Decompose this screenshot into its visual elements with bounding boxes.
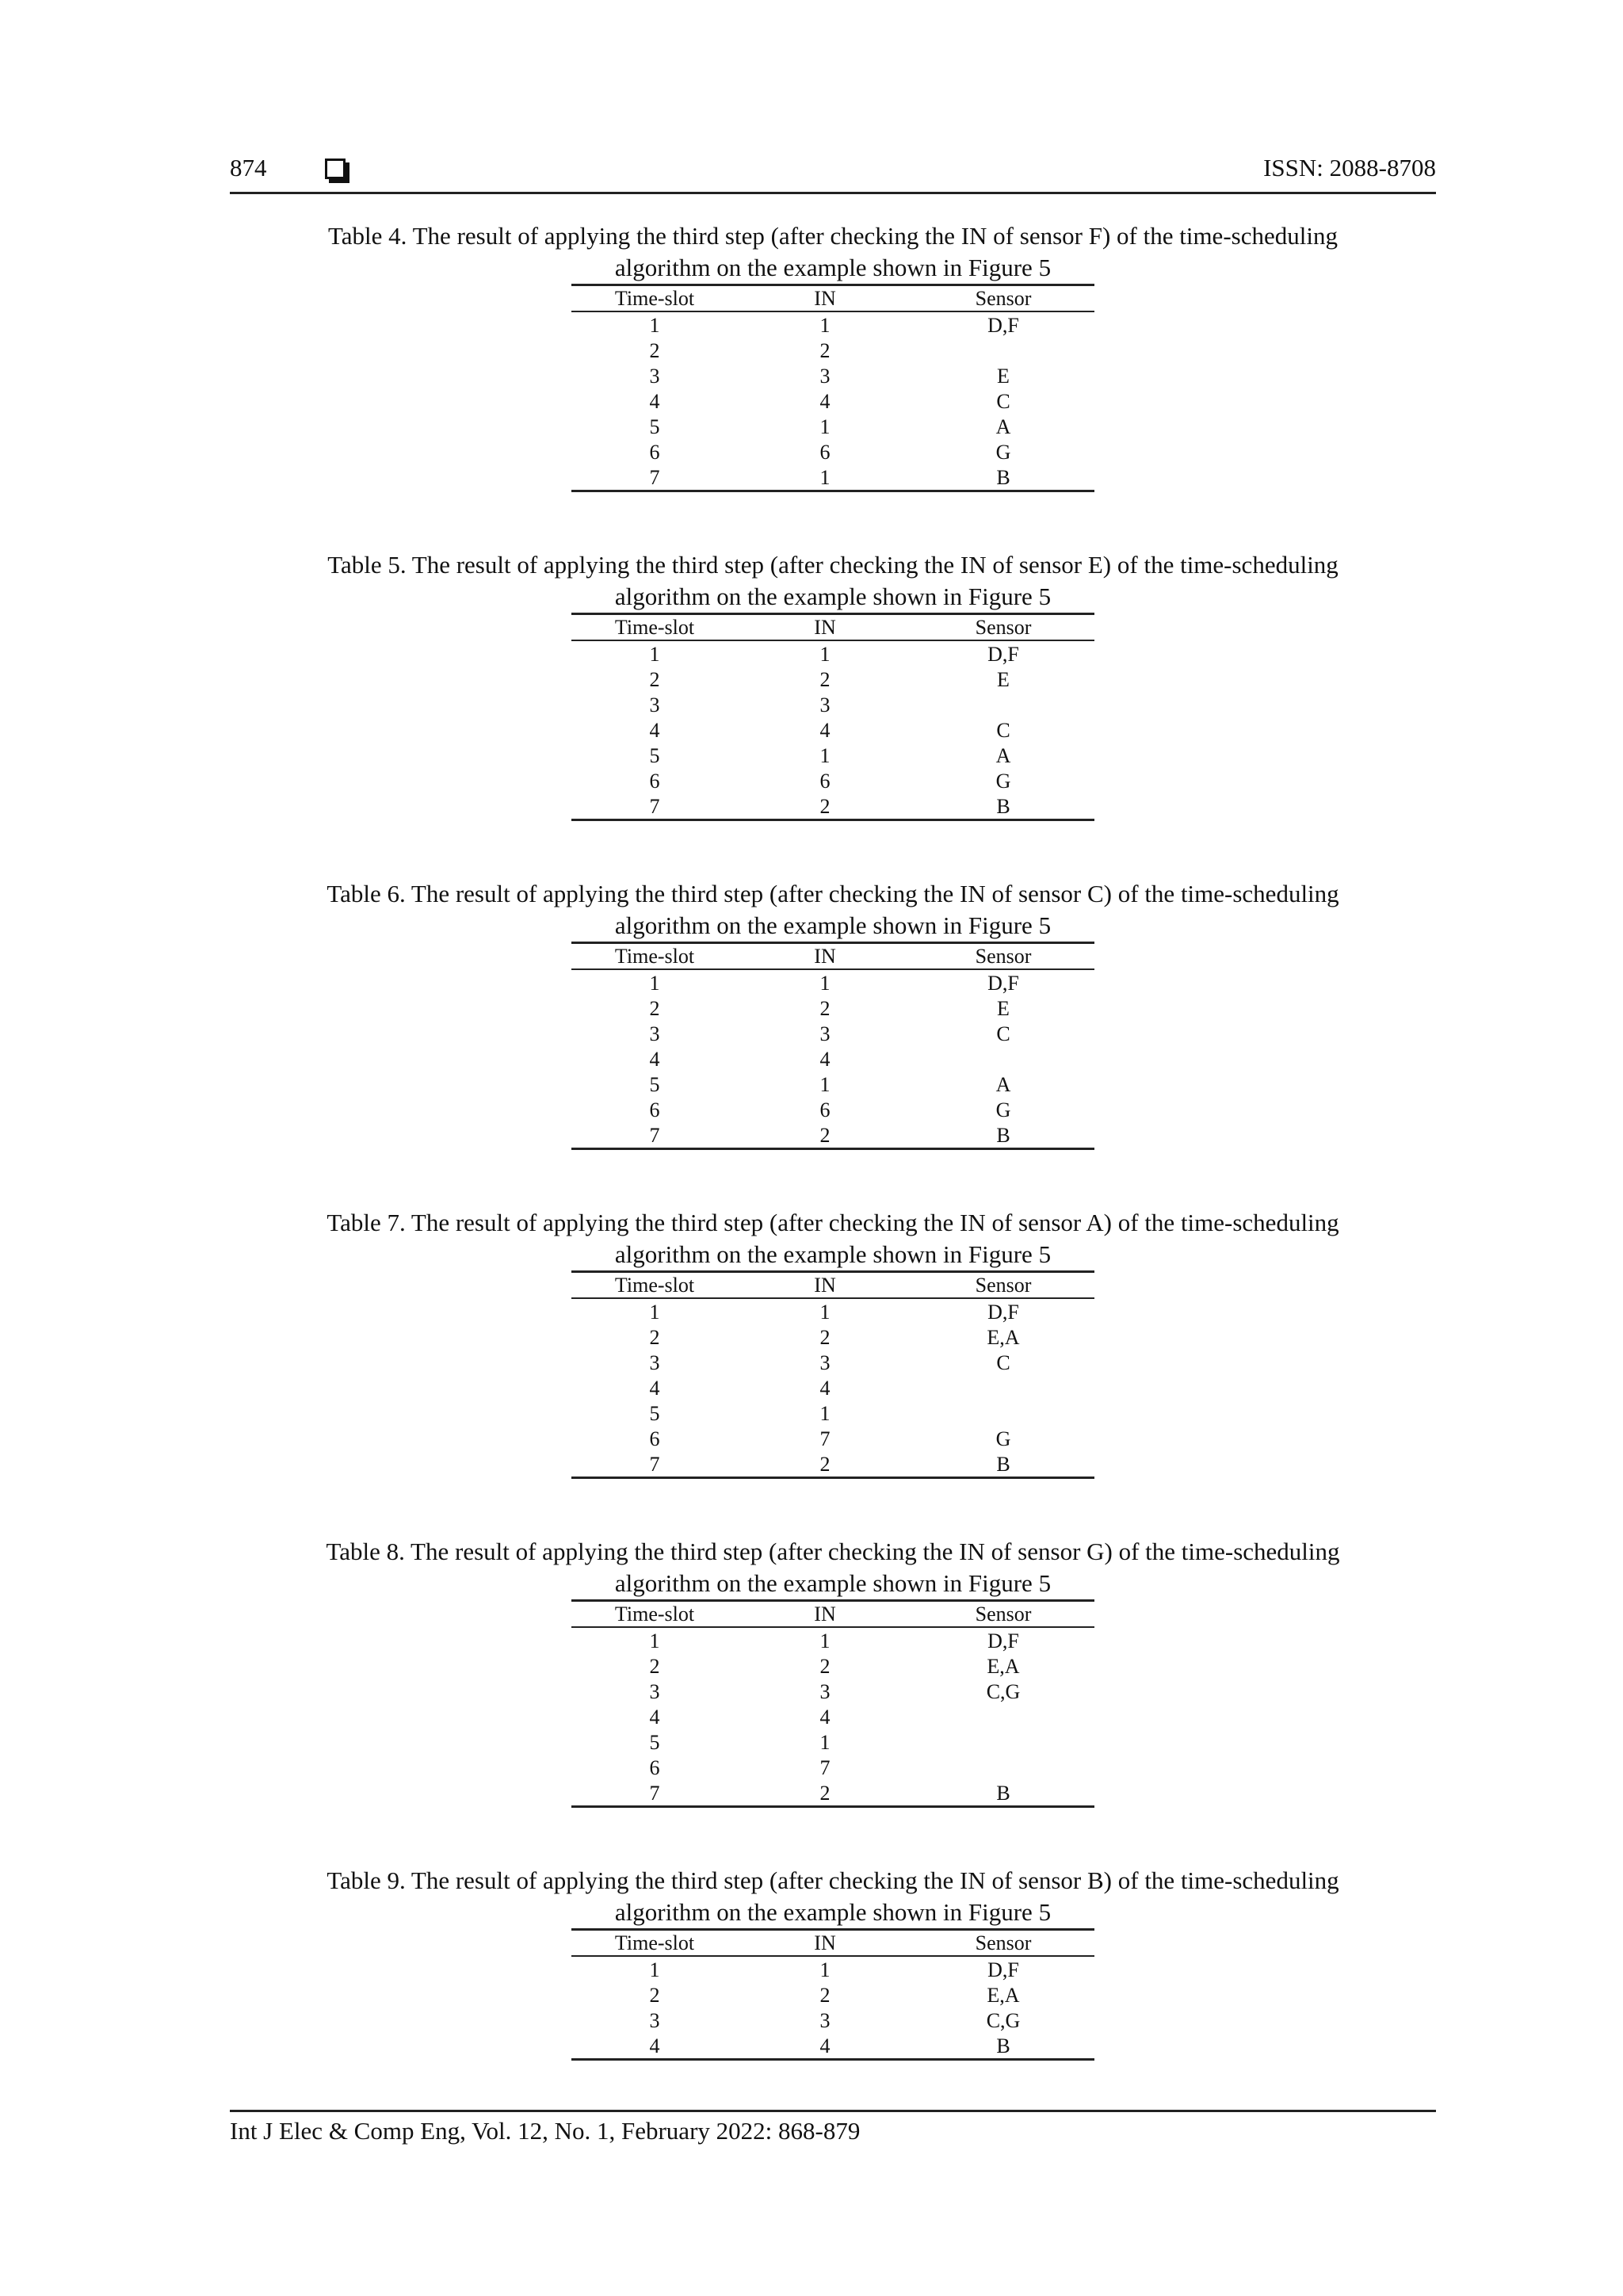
table-header-row [571, 286, 1094, 311]
caption-line-2: algorithm on the example shown in Figure 5 [571, 1897, 1094, 1931]
table-cell: 2 [649, 1983, 660, 2007]
table-block [230, 1536, 1436, 1808]
table-row [571, 1046, 1094, 1072]
table-row [571, 2033, 1094, 2060]
table-cell: E,A [987, 1325, 1020, 1349]
caption-line-2: algorithm on the example shown in Figure 5 [571, 581, 1094, 615]
table-row [571, 692, 1094, 717]
table-cell: 2 [819, 1654, 831, 1678]
table-cell: 1 [819, 1072, 831, 1096]
table-cell: G [995, 1427, 1011, 1450]
table-cell: 3 [649, 1022, 660, 1045]
table-header-row [571, 1602, 1094, 1627]
table-cell: C [996, 1350, 1010, 1374]
table-cell: C,G [986, 2008, 1021, 2032]
table-header-row [571, 944, 1094, 969]
page-footer [230, 2110, 1436, 2145]
table-cell: 5 [649, 415, 660, 438]
table-caption [230, 220, 1436, 286]
table-cell: 6 [649, 1098, 660, 1121]
table-cell: 4 [819, 1376, 831, 1400]
table-row [571, 768, 1094, 793]
table-cell: 5 [649, 1072, 660, 1096]
table-cell: 2 [819, 996, 831, 1020]
table-row [571, 1956, 1094, 1982]
table-cell: 3 [819, 1679, 831, 1703]
page-number: 874 [230, 154, 267, 181]
footer-citation: Int J Elec & Comp Eng, Vol. 12, No. 1, February 2022: 868-879 [230, 2117, 861, 2145]
table-row [571, 1021, 1094, 1046]
table-cell: 3 [819, 2008, 831, 2032]
table-row [571, 1780, 1094, 1807]
table-row [571, 793, 1094, 820]
table-cell: 3 [819, 1350, 831, 1374]
table-cell: 2 [738, 1122, 912, 1149]
table-cell: 4 [649, 389, 660, 413]
table-row [571, 1400, 1094, 1426]
table-row [571, 640, 1094, 667]
table-row [571, 338, 1094, 363]
table-cell: B [912, 2033, 1094, 2060]
table-cell: 3 [649, 1679, 660, 1703]
table-cell: E [997, 364, 1010, 388]
table-cell: 1 [819, 743, 831, 767]
caption-line-1: Table 6. The result of applying the third step (after checking the IN of sensor C) of the time-scheduling [327, 880, 1339, 907]
table-cell: 2 [819, 1983, 831, 2007]
table-cell: E,A [987, 1983, 1020, 2007]
table-cell: 3 [819, 1022, 831, 1045]
table-cell: 6 [819, 769, 831, 793]
table-cell: A [995, 1072, 1011, 1096]
table-caption [230, 878, 1436, 944]
column-header: IN [738, 615, 912, 640]
table-cell: 4 [649, 1047, 660, 1071]
table-header-row [571, 1931, 1094, 1956]
column-header: Sensor [912, 944, 1094, 969]
table-row [571, 1704, 1094, 1729]
table-cell: 4 [819, 1705, 831, 1729]
table-cell: 4 [571, 2033, 738, 2060]
table-cell: B [912, 1780, 1094, 1807]
table-cell: 1 [649, 1629, 660, 1652]
caption-line-1: Table 9. The result of applying the third step (after checking the IN of sensor B) of the time-scheduling [327, 1866, 1339, 1894]
table-cell: 2 [649, 1325, 660, 1349]
table-caption [230, 549, 1436, 615]
table-row [571, 2008, 1094, 2033]
column-header: IN [738, 286, 912, 311]
table-cell: 7 [819, 1755, 831, 1779]
column-header: Sensor [912, 1273, 1094, 1298]
table-row [571, 464, 1094, 491]
table-cell [912, 1755, 1094, 1780]
table-row [571, 1324, 1094, 1350]
column-header: Time-slot [571, 1273, 738, 1298]
column-header: Time-slot [571, 1931, 738, 1956]
table-cell: 3 [649, 364, 660, 388]
table-cell: B [912, 464, 1094, 491]
column-header: Time-slot [571, 286, 738, 311]
table-cell: 7 [819, 1427, 831, 1450]
table-cell: G [995, 769, 1011, 793]
table-cell: 3 [649, 693, 660, 716]
table-cell [912, 1729, 1094, 1755]
data-table [571, 615, 1094, 821]
table-row [571, 1627, 1094, 1653]
table-row [571, 363, 1094, 388]
caption-line-2: algorithm on the example shown in Figure 5 [571, 1568, 1094, 1602]
table-cell: C [996, 1022, 1010, 1045]
table-row [571, 1679, 1094, 1704]
table-cell: 6 [819, 1098, 831, 1121]
column-header: Sensor [912, 615, 1094, 640]
table-header-row [571, 1273, 1094, 1298]
table-cell: E,A [987, 1654, 1020, 1678]
table-cell: 1 [819, 1730, 831, 1754]
table-cell: A [995, 743, 1011, 767]
column-header: IN [738, 1602, 912, 1627]
table-block [230, 1207, 1436, 1479]
table-cell: 7 [571, 1451, 738, 1478]
table-cell: 2 [819, 667, 831, 691]
table-cell: 6 [649, 1755, 660, 1779]
table-row [571, 1426, 1094, 1451]
table-cell: 6 [649, 1427, 660, 1450]
table-row [571, 743, 1094, 768]
caption-line-1: Table 7. The result of applying the third step (after checking the IN of sensor A) of the time-scheduling [327, 1209, 1339, 1236]
caption-line-2: algorithm on the example shown in Figure 5 [571, 252, 1094, 286]
table-cell: 4 [649, 718, 660, 742]
table-cell [912, 1400, 1094, 1426]
table-cell: 3 [819, 693, 831, 716]
column-header: IN [738, 1931, 912, 1956]
data-table [571, 1931, 1094, 2061]
table-cell: 3 [649, 2008, 660, 2032]
caption-line-1: Table 8. The result of applying the third step (after checking the IN of sensor G) of the time-scheduling [326, 1538, 1340, 1565]
table-cell: 1 [649, 313, 660, 337]
table-cell: 4 [649, 1376, 660, 1400]
table-cell: G [995, 440, 1011, 464]
table-cell: 1 [819, 1629, 831, 1652]
table-cell: D,F [987, 642, 1019, 666]
table-block [230, 220, 1436, 492]
caption-line-1: Table 5. The result of applying the third step (after checking the IN of sensor E) of the time-scheduling [327, 551, 1338, 579]
page-header [230, 151, 1436, 194]
table-cell: 5 [649, 743, 660, 767]
column-header: Sensor [912, 1931, 1094, 1956]
table-cell: 1 [649, 1958, 660, 1981]
table-row [571, 1451, 1094, 1478]
table-cell: 6 [649, 440, 660, 464]
column-header: Sensor [912, 1602, 1094, 1627]
table-cell: B [912, 793, 1094, 820]
table-cell [912, 338, 1094, 363]
table-cell: 1 [819, 642, 831, 666]
column-header: Time-slot [571, 944, 738, 969]
data-table [571, 1602, 1094, 1808]
table-cell: 3 [649, 1350, 660, 1374]
table-row [571, 1755, 1094, 1780]
table-cell: A [995, 415, 1011, 438]
table-cell: D,F [987, 313, 1019, 337]
data-table [571, 286, 1094, 492]
table-cell: 2 [649, 1654, 660, 1678]
table-cell: B [912, 1451, 1094, 1478]
table-row [571, 1350, 1094, 1375]
table-cell: 1 [819, 1300, 831, 1324]
table-cell: 4 [649, 1705, 660, 1729]
table-cell: 1 [738, 464, 912, 491]
data-table [571, 1273, 1094, 1479]
table-block [230, 549, 1436, 821]
table-row [571, 414, 1094, 439]
table-cell: C [996, 718, 1010, 742]
table-cell: 4 [738, 2033, 912, 2060]
table-cell: 2 [819, 338, 831, 362]
table-cell: 1 [649, 1300, 660, 1324]
table-row [571, 388, 1094, 414]
table-row [571, 1097, 1094, 1122]
table-cell: 2 [649, 996, 660, 1020]
table-cell: 1 [649, 971, 660, 995]
table-cell: 4 [819, 389, 831, 413]
caption-line-2: algorithm on the example shown in Figure 5 [571, 1239, 1094, 1273]
table-cell: 1 [819, 1401, 831, 1425]
table-cell: 1 [819, 415, 831, 438]
table-header-row [571, 615, 1094, 640]
table-cell: 2 [649, 667, 660, 691]
table-cell: D,F [987, 1300, 1019, 1324]
table-row [571, 1375, 1094, 1400]
table-cell: 1 [819, 313, 831, 337]
table-row [571, 995, 1094, 1021]
table-caption [230, 1536, 1436, 1602]
caption-line-1: Table 4. The result of applying the third step (after checking the IN of sensor F) of the time-scheduling [328, 222, 1338, 250]
table-row [571, 1072, 1094, 1097]
table-cell: D,F [987, 971, 1019, 995]
table-row [571, 717, 1094, 743]
table-cell: 4 [819, 718, 831, 742]
table-cell: 7 [571, 1122, 738, 1149]
table-cell: 1 [649, 642, 660, 666]
table-cell: D,F [987, 1629, 1019, 1652]
table-cell: 1 [819, 1958, 831, 1981]
table-row [571, 1653, 1094, 1679]
table-row [571, 439, 1094, 464]
column-header: Time-slot [571, 1602, 738, 1627]
table-cell: 2 [738, 793, 912, 820]
table-cell: 7 [571, 1780, 738, 1807]
table-row [571, 1298, 1094, 1324]
table-caption [230, 1207, 1436, 1273]
box-icon [325, 159, 346, 179]
table-cell: 2 [738, 1780, 912, 1807]
table-cell: 2 [738, 1451, 912, 1478]
table-cell [912, 1704, 1094, 1729]
table-row [571, 667, 1094, 692]
table-cell: 5 [649, 1401, 660, 1425]
table-cell: 3 [819, 364, 831, 388]
table-cell: C [996, 389, 1010, 413]
caption-line-2: algorithm on the example shown in Figure 5 [571, 910, 1094, 944]
table-cell [912, 692, 1094, 717]
table-cell [912, 1375, 1094, 1400]
table-row [571, 1122, 1094, 1149]
table-caption [230, 1865, 1436, 1931]
table-cell: 6 [649, 769, 660, 793]
table-cell: 2 [649, 338, 660, 362]
column-header: IN [738, 1273, 912, 1298]
table-cell: G [995, 1098, 1011, 1121]
table-cell: 2 [819, 1325, 831, 1349]
table-cell: C,G [986, 1679, 1021, 1703]
table-cell: 1 [819, 971, 831, 995]
table-row [571, 311, 1094, 338]
data-table [571, 944, 1094, 1150]
table-cell: 7 [571, 464, 738, 491]
table-cell: 5 [649, 1730, 660, 1754]
table-cell: 6 [819, 440, 831, 464]
table-block [230, 878, 1436, 1150]
column-header: IN [738, 944, 912, 969]
table-cell: 4 [819, 1047, 831, 1071]
table-cell: E [997, 996, 1010, 1020]
table-cell: E [997, 667, 1010, 691]
column-header: Sensor [912, 286, 1094, 311]
table-row [571, 969, 1094, 995]
table-cell: B [912, 1122, 1094, 1149]
table-cell [912, 1046, 1094, 1072]
table-cell: D,F [987, 1958, 1019, 1981]
table-row [571, 1982, 1094, 2008]
column-header: Time-slot [571, 615, 738, 640]
table-row [571, 1729, 1094, 1755]
table-block [230, 1865, 1436, 2061]
table-cell: 7 [571, 793, 738, 820]
issn: ISSN: 2088-8708 [1263, 154, 1436, 181]
